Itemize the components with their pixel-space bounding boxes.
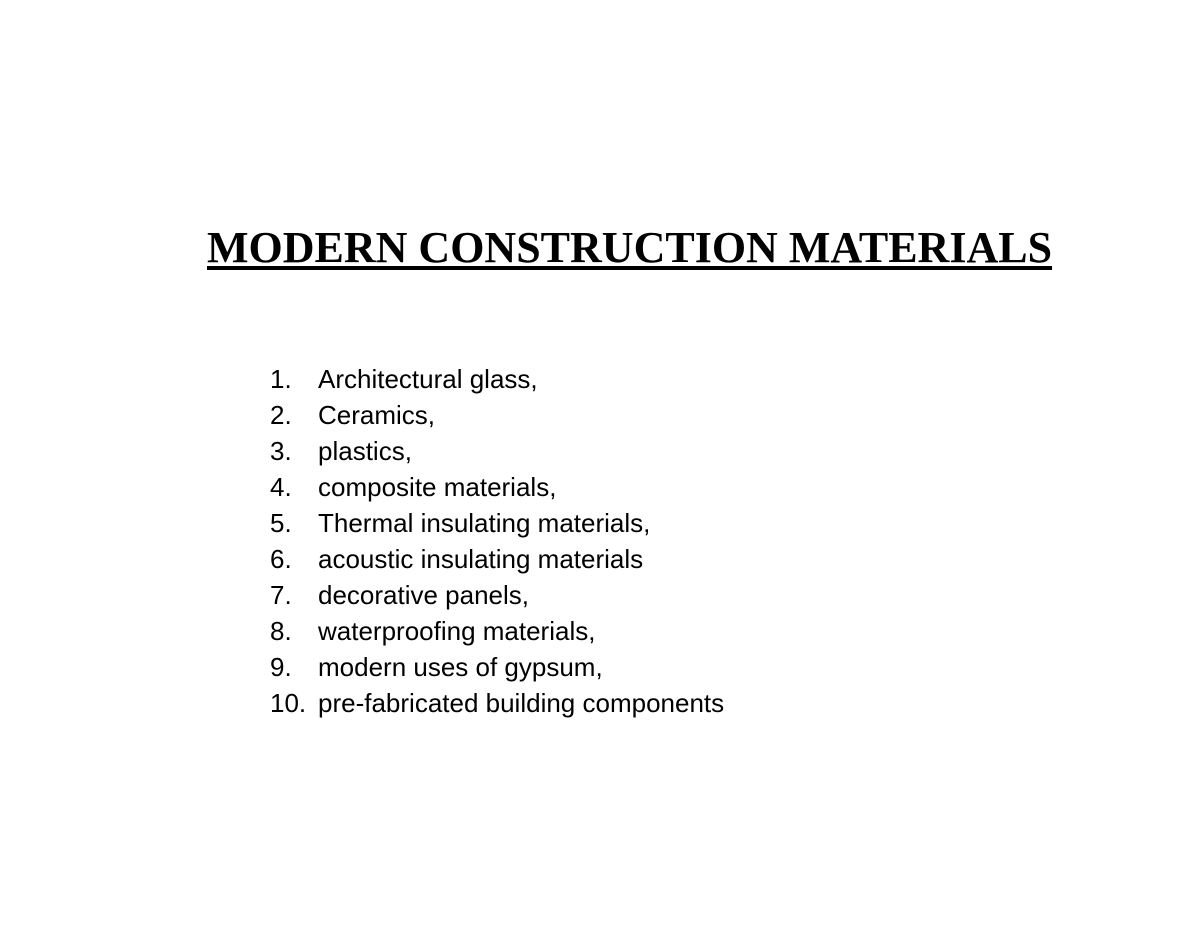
document-title: MODERN CONSTRUCTION MATERIALS	[207, 223, 1053, 272]
list-item	[270, 397, 724, 433]
list-item-number: 10.	[270, 688, 307, 718]
list-item-text: composite materials,	[318, 472, 557, 502]
list-item	[270, 649, 724, 685]
list-item-number: 1.	[270, 364, 292, 394]
list-item	[270, 433, 724, 469]
list-item	[270, 361, 724, 397]
list-item-text: decorative panels,	[318, 580, 530, 610]
list-item-number: 3.	[270, 436, 292, 466]
list-item-text: waterproofing materials,	[318, 616, 596, 646]
list-item-text: pre-fabricated building components	[318, 688, 725, 718]
list-item-text: acoustic insulating materials	[318, 544, 644, 574]
materials-list	[270, 361, 724, 721]
list-item-number: 4.	[270, 472, 292, 502]
list-item	[270, 505, 724, 541]
list-item-number: 9.	[270, 652, 292, 682]
list-item-text: modern uses of gypsum,	[318, 652, 603, 682]
list-item	[270, 577, 724, 613]
list-item-number: 6.	[270, 544, 292, 574]
list-item	[270, 541, 724, 577]
list-item	[270, 613, 724, 649]
list-item-number: 7.	[270, 580, 292, 610]
list-item-text: Ceramics,	[318, 400, 436, 430]
list-item-text: Thermal insulating materials,	[318, 508, 651, 538]
list-item-number: 2.	[270, 400, 292, 430]
list-item-text: Architectural glass,	[318, 364, 538, 394]
list-item-number: 8.	[270, 616, 292, 646]
list-item-text: plastics,	[318, 436, 412, 466]
list-item	[270, 685, 724, 721]
list-item-number: 5.	[270, 508, 292, 538]
list-item	[270, 469, 724, 505]
